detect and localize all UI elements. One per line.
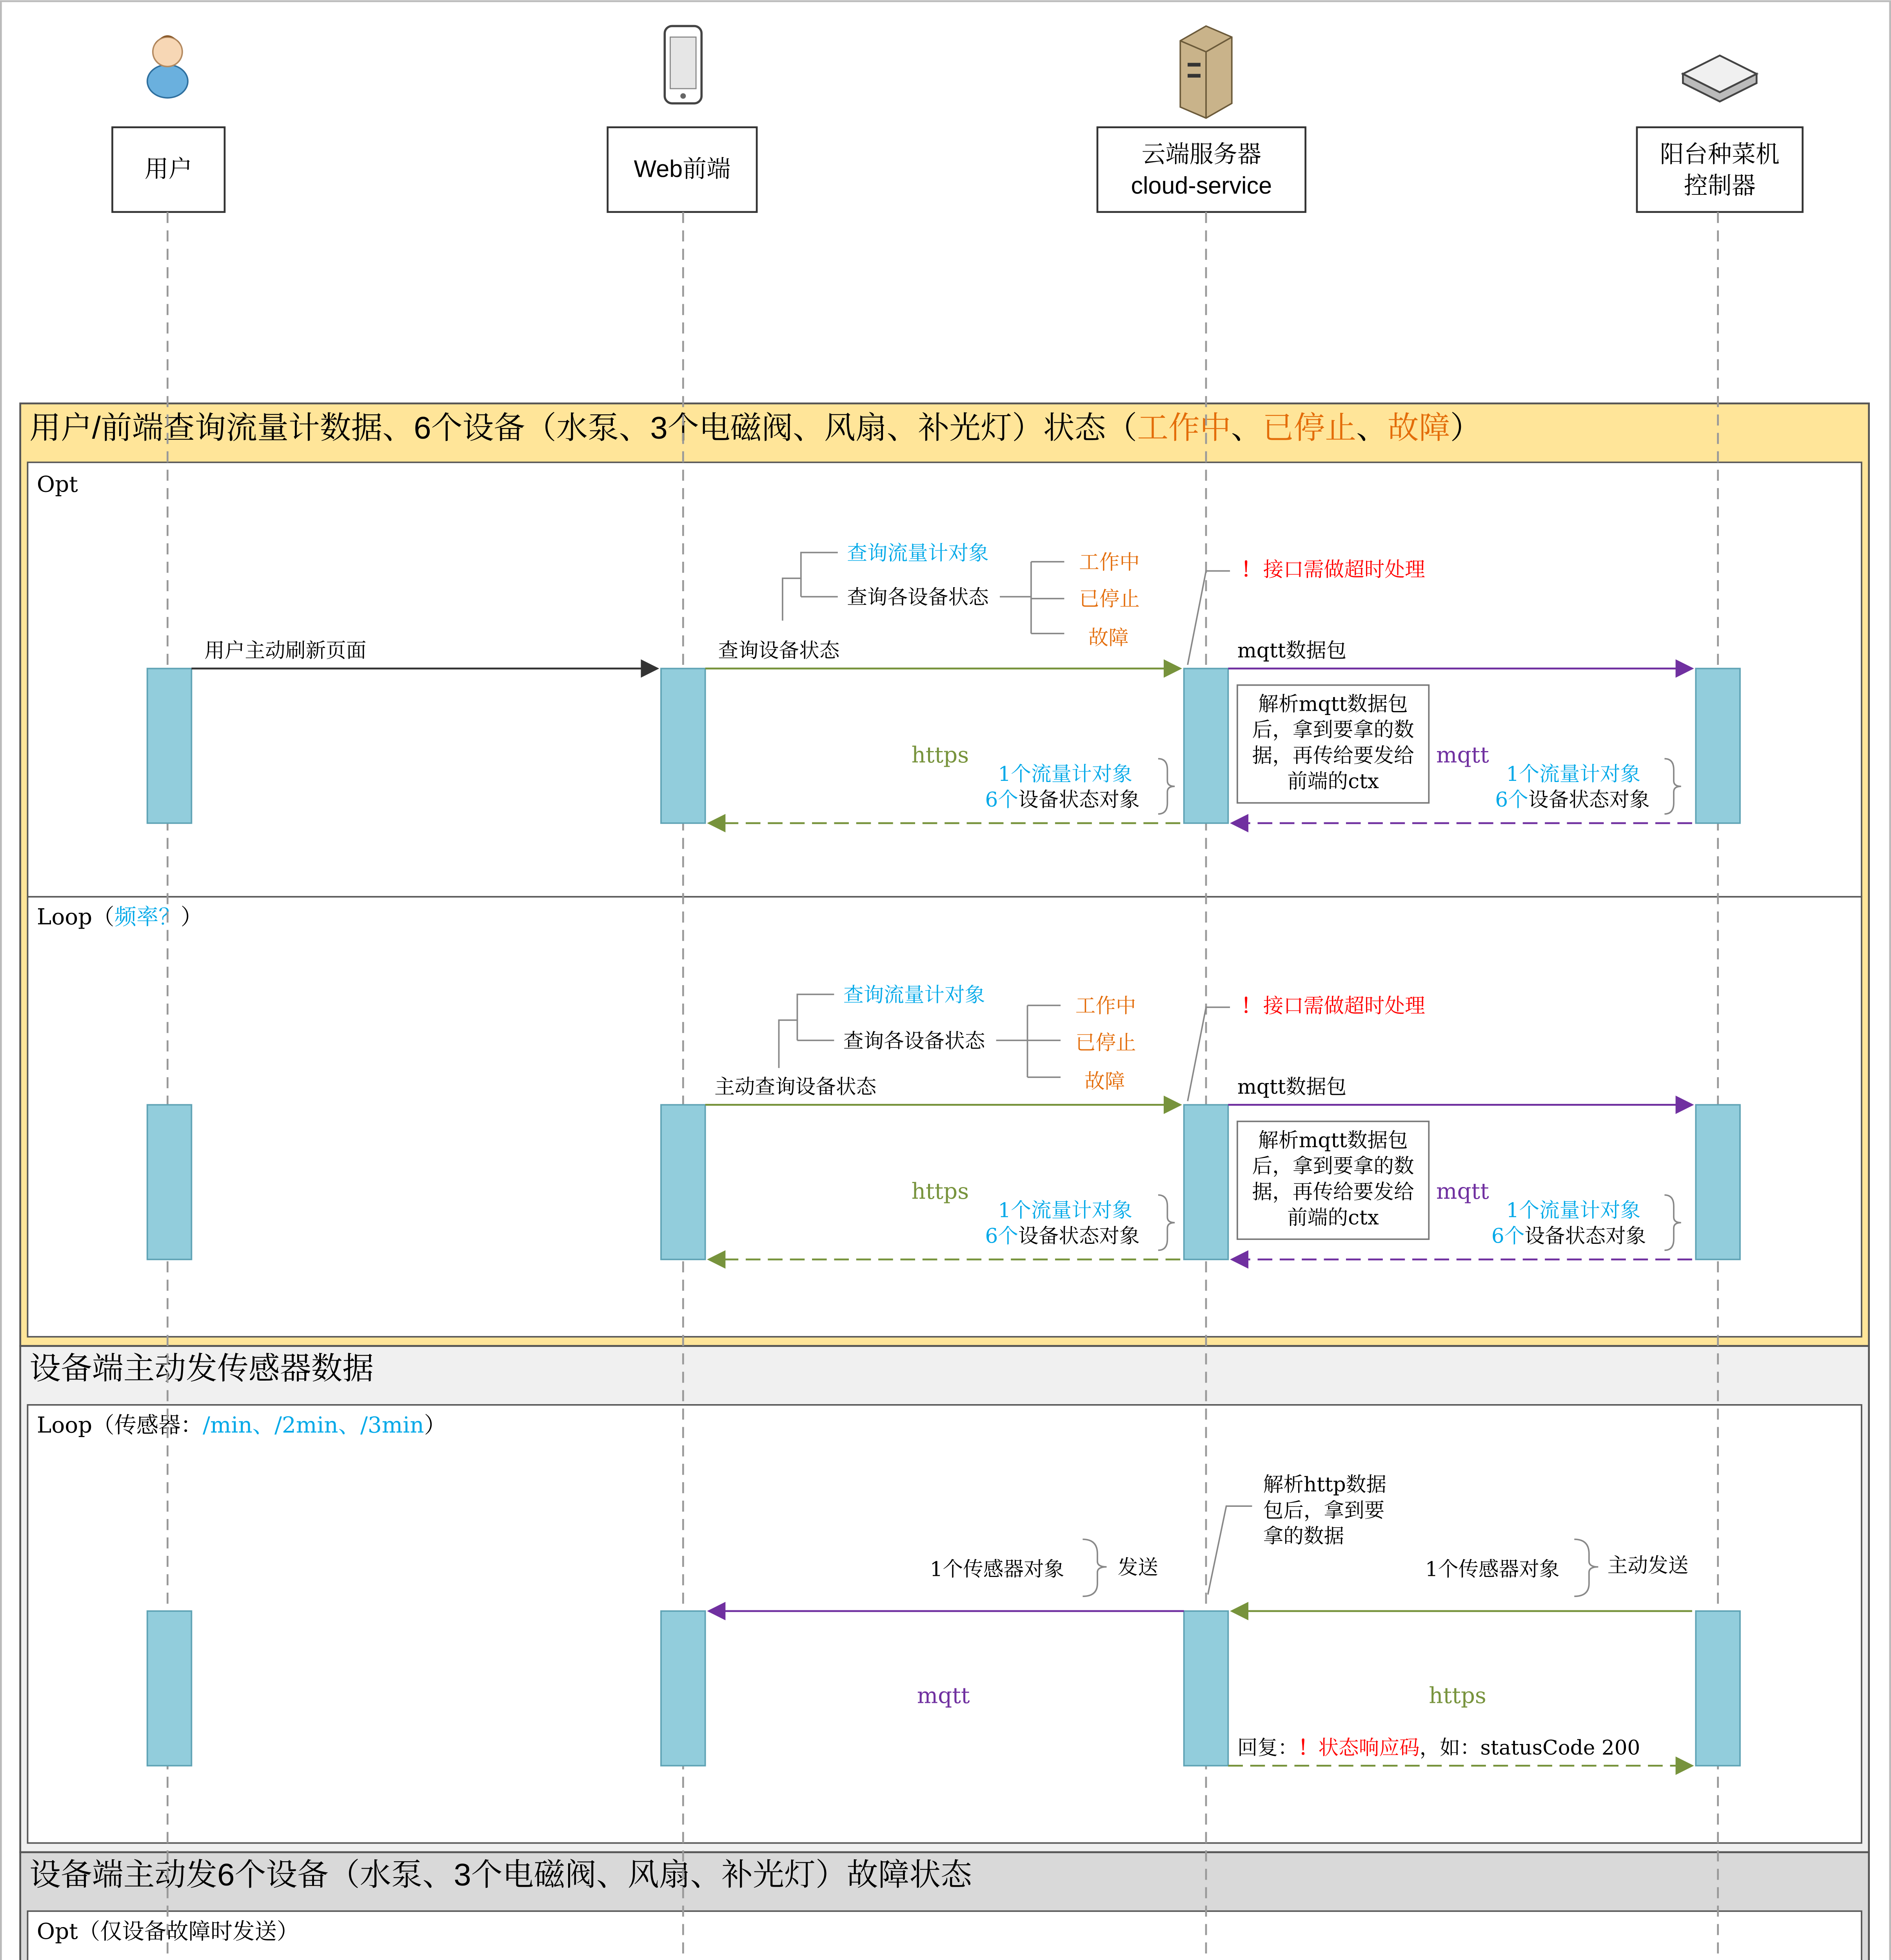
return-left-line-1: 1个流量计对象 (998, 762, 1133, 786)
section-2-sensor (20, 1346, 1869, 1852)
participant-box-controller (1637, 127, 1803, 212)
activation-controller (1696, 668, 1740, 823)
tree-top-label: 查询流量计对象 (847, 541, 989, 565)
fault-opt-frame (27, 1911, 1861, 1960)
return-right-line-1: 1个流量计对象 (1506, 762, 1641, 786)
mqtt-packet-label: mqtt数据包 (1237, 639, 1347, 663)
activation-user (147, 668, 192, 823)
activation-web (661, 668, 705, 823)
participant-label-cloud-1: 云端服务器 (1141, 140, 1261, 167)
activation-controller-loop (1696, 1105, 1740, 1259)
s2-parse-line-2: 包后，拿到要 (1263, 1499, 1385, 1523)
activation-web-s2 (661, 1611, 705, 1766)
loop-timeout-mark: ！ (1241, 994, 1261, 1018)
loop-parse-note-line-4: 前端的ctx (1287, 1206, 1379, 1230)
phone-icon (665, 26, 701, 103)
opt-frame-label: Opt (36, 472, 78, 497)
loop-tree-top-label: 查询流量计对象 (843, 983, 985, 1007)
return-left-line-2: 6个设备状态对象 (985, 788, 1140, 812)
status-stopped: 已停止 (1079, 587, 1140, 611)
https-label: https (911, 742, 969, 768)
refresh-label: 用户主动刷新页面 (204, 639, 367, 663)
loop-timeout-text: 接口需做超时处理 (1263, 994, 1425, 1018)
parse-note-line-4: 前端的ctx (1287, 769, 1379, 793)
activation-cloud-loop (1184, 1105, 1228, 1259)
activation-cloud-s2 (1184, 1611, 1228, 1766)
loop-return-left-line-2: 6个设备状态对象 (985, 1224, 1140, 1248)
activation-controller-s2 (1696, 1611, 1740, 1766)
sensor-loop-frame (27, 1405, 1861, 1843)
loop-mqtt-label: mqtt (1436, 1178, 1489, 1204)
activation-user-loop (147, 1105, 192, 1259)
mqtt-label: mqtt (1436, 742, 1489, 768)
s2-right-object: 1个传感器对象 (1425, 1557, 1560, 1581)
tree-root-label: 查询各设备状态 (847, 586, 989, 610)
s2-mqtt-label: mqtt (917, 1683, 970, 1709)
activation-user-s2 (147, 1611, 192, 1766)
sensor-loop-label: Loop（传感器：/min、/2min、/3min） (36, 1412, 446, 1438)
status-working: 工作中 (1079, 550, 1140, 574)
s2-parse-line-1: 解析http数据 (1263, 1473, 1386, 1497)
loop-parse-note-line-3: 据，再传给要发给 (1252, 1180, 1414, 1204)
participant-label-cloud-2: cloud-service (1131, 172, 1272, 199)
status-fault: 故障 (1088, 626, 1129, 650)
loop-return-right-line-1: 1个流量计对象 (1506, 1198, 1641, 1222)
opt-frame (27, 462, 1861, 897)
loop-status-stopped: 已停止 (1075, 1031, 1136, 1055)
s2-https-label: https (1429, 1683, 1486, 1709)
loop-status-working: 工作中 (1075, 994, 1136, 1018)
participant-label-controller-1: 阳台种菜机 (1660, 140, 1780, 167)
parse-note-line-2: 后，拿到要拿的数 (1252, 718, 1414, 742)
loop-return-left-line-1: 1个流量计对象 (998, 1198, 1133, 1222)
loop-tree-root-label: 查询各设备状态 (843, 1029, 985, 1053)
loop-frame (27, 897, 1861, 1337)
participant-box-cloud (1097, 127, 1306, 212)
return-right-line-2: 6个设备状态对象 (1495, 788, 1650, 812)
active-query-label: 主动查询设备状态 (714, 1075, 877, 1099)
parse-note-line-3: 据，再传给要发给 (1252, 744, 1414, 768)
parse-note-line-1: 解析mqtt数据包 (1258, 692, 1408, 716)
loop-mqtt-packet-label: mqtt数据包 (1237, 1075, 1347, 1099)
loop-parse-note-line-2: 后，拿到要拿的数 (1252, 1154, 1414, 1178)
section-1-title: 用户/前端查询流量计数据、6个设备（水泵、3个电磁阀、风扇、补光灯）状态（工作中、已停止、故障） (29, 410, 1482, 445)
fault-opt-label: Opt（仅设备故障时发送） (36, 1918, 299, 1944)
section-3-title: 设备端主动发6个设备（水泵、3个电磁阀、风扇、补光灯）故障状态 (29, 1857, 972, 1892)
timeout-mark: ！ (1241, 558, 1261, 582)
loop-https-label: https (911, 1178, 969, 1204)
participant-label-user: 用户 (144, 155, 193, 182)
section-2-title: 设备端主动发传感器数据 (29, 1351, 374, 1386)
activation-web-loop (661, 1105, 705, 1259)
query-label: 查询设备状态 (718, 639, 840, 663)
s2-left-object: 1个传感器对象 (930, 1557, 1064, 1581)
server-icon (1180, 26, 1232, 118)
s2-parse-line-3: 拿的数据 (1263, 1524, 1344, 1548)
timeout-text: 接口需做超时处理 (1263, 558, 1425, 582)
s2-right-action: 主动发送 (1607, 1554, 1689, 1578)
loop-frame-label: Loop（频率？） (36, 904, 203, 930)
activation-cloud (1184, 668, 1228, 823)
participant-label-controller-2: 控制器 (1684, 172, 1756, 199)
s2-left-action: 发送 (1117, 1555, 1158, 1579)
loop-return-right-line-2: 6个设备状态对象 (1491, 1224, 1646, 1248)
s2-reply-label: 回复：！状态响应码，如：statusCode 200 (1237, 1736, 1640, 1760)
section-3-fault (20, 1852, 1869, 1960)
participant-label-web: Web前端 (634, 155, 731, 182)
loop-parse-note-line-1: 解析mqtt数据包 (1258, 1129, 1408, 1152)
loop-status-fault: 故障 (1084, 1070, 1125, 1094)
